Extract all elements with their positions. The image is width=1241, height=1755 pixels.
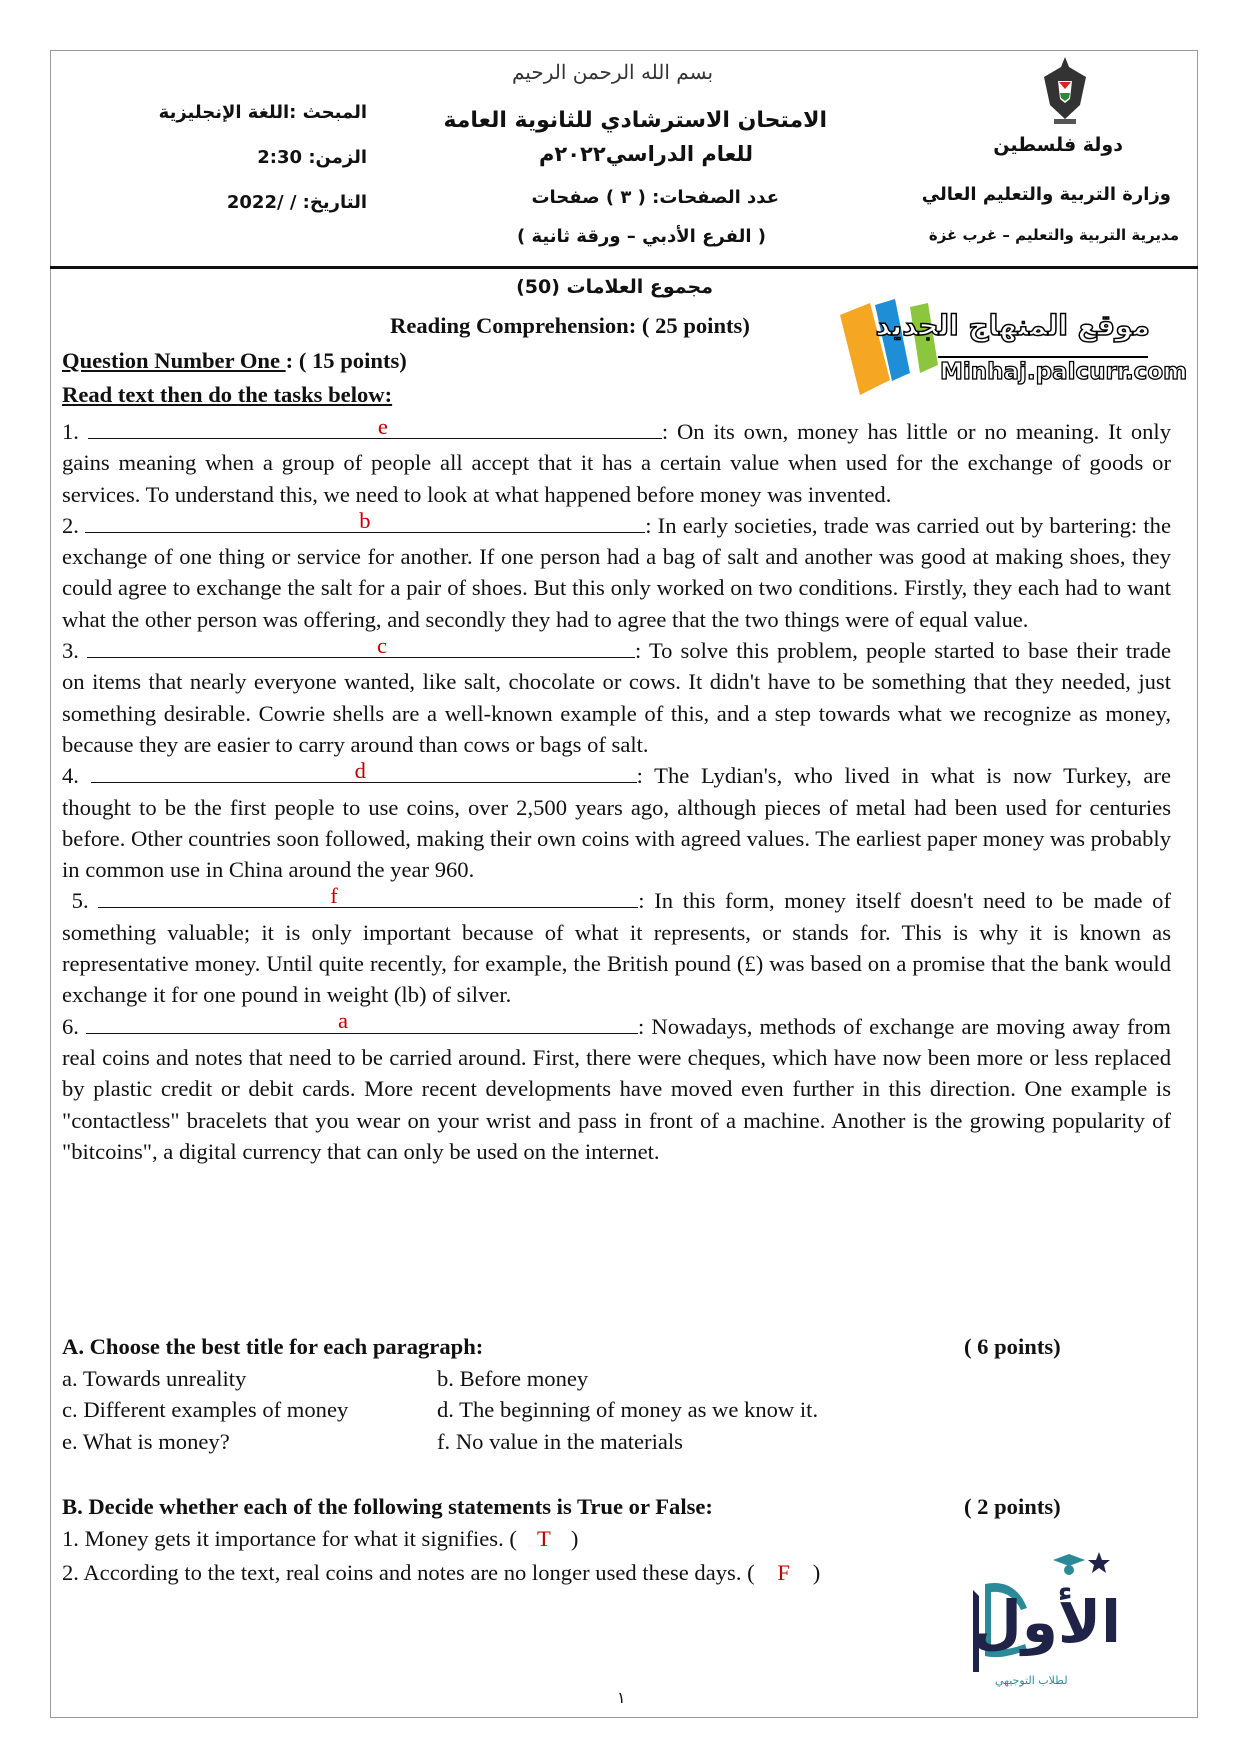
answer-blank: c bbox=[377, 632, 388, 658]
palestine-emblem-icon bbox=[1040, 55, 1090, 127]
total-marks: مجموع العلامات (50) bbox=[516, 276, 713, 298]
paragraph-6: 6. a : Nowadays, methods of exchange are moving away from real coins and notes that need to be carried around. First, there were cheques, which have now been more or less replaced by plastic credit or debit cards. More recent developments have moved even further in this direction. One example is "contactless" bracelets that you wear on your wrist and pass in front of a machine. Another is the growing popularity of "bitcoins", a digital currency that can only be used on the internet. bbox=[62, 1011, 1171, 1167]
exam-year: للعام الدراسي٢٠٢٢م bbox=[539, 142, 753, 166]
minhaj-watermark-logo: موقع المنهاج الجديد Minhaj.palcurr.com bbox=[830, 295, 1160, 400]
al-awal-logo-text: الأول bbox=[971, 1588, 1121, 1656]
section-title: Reading Comprehension: ( 25 points) bbox=[390, 313, 750, 338]
section-a-points: ( 6 points) bbox=[964, 1334, 1061, 1359]
option-a: a. Towards unreality bbox=[62, 1366, 247, 1391]
paragraph-4: 4. d : The Lydian's, who lived in what is now Turkey, are thought to be the first people to use coins, over 2,500 years ago, although pieces of metal had been used for centuries before. Other countries soon followed, making their own coins with agreed values. The earliest paper money was probably in common use in China around the year 960. bbox=[62, 760, 1171, 885]
answer-blank: e bbox=[377, 413, 388, 439]
answer-f: F bbox=[777, 1560, 790, 1585]
paragraph-5: 5. f : In this form, money itself doesn't need to be made of something valuable; it is only important because of what it represents, or stands for. This is why it is known as representative money. Until quite recently, for example, the British pound (£) was based on a promise that the bank would exchange it for one pound in weight (lb) of silver. bbox=[62, 885, 1171, 1010]
exam-branch: ( الفرع الأدبي – ورقة ثانية ) bbox=[516, 226, 766, 247]
paragraph-1: 1. e : On its own, money has little or no meaning. It only gains meaning when a group of people all accept that it has a certain value when used for the exchange of goods or services. To understand this, we need to look at what happened before money was invented. bbox=[62, 416, 1171, 510]
al-awal-tagline: لطلاب التوجيهي bbox=[995, 1674, 1068, 1687]
statement-2: 2. According to the text, real coins and notes are no longer used these days. ( F ) bbox=[62, 1560, 821, 1585]
exam-title: الامتحان الاسترشادي للثانوية العامة bbox=[443, 108, 827, 133]
section-b-title: B. Decide whether each of the following statements is True or False: bbox=[62, 1494, 713, 1519]
basmala: بسم الله الرحمن الرحيم bbox=[512, 60, 714, 84]
header-state: دولة فلسطين bbox=[993, 134, 1123, 156]
option-d: d. The beginning of money as we know it. bbox=[437, 1397, 819, 1422]
date: التاريخ: / /2022 bbox=[226, 192, 367, 213]
answer-blank: b bbox=[359, 507, 371, 533]
option-f: f. No value in the materials bbox=[437, 1429, 683, 1454]
duration: الزمن: 2:30 bbox=[257, 147, 367, 168]
al-awal-logo bbox=[965, 1548, 1135, 1693]
option-e: e. What is money? bbox=[62, 1429, 230, 1454]
instruction: Read text then do the tasks below: bbox=[62, 382, 393, 407]
section-a-title: A. Choose the best title for each paragraph: bbox=[62, 1334, 484, 1359]
statement-1: 1. Money gets it importance for what it signifies. ( T ) bbox=[62, 1526, 579, 1551]
option-b: b. Before money bbox=[437, 1366, 589, 1391]
answer-blank: a bbox=[338, 1008, 349, 1034]
header-directorate: مديرية التربية والتعليم – غرب غزة bbox=[928, 226, 1179, 244]
page-count: عدد الصفحات: ( ٣ ) صفحات bbox=[531, 187, 779, 208]
section-b-points: ( 2 points) bbox=[964, 1494, 1061, 1519]
answer-blank: f bbox=[330, 883, 338, 909]
answer-t: T bbox=[537, 1526, 551, 1551]
question-heading: Question Number One : ( 15 points) bbox=[62, 348, 407, 373]
subject: المبحث :اللغة الإنجليزية bbox=[158, 102, 367, 123]
answer-blank: d bbox=[354, 757, 366, 783]
header-ministry: وزارة التربية والتعليم العالي bbox=[921, 184, 1171, 205]
paragraph-3: 3. c : To solve this problem, people started to base their trade on items that nearly everyone wanted, like salt, chocolate or cows. It didn't have to be something that they needed, just something desirable. Cowrie shells are a well-known example of this, and a step towards what we recognize as money, because they are easier to carry around than cows or bags of salt. bbox=[62, 635, 1171, 760]
page-number: ١ bbox=[617, 1690, 626, 1707]
paragraph-2: 2. b : In early societies, trade was carried out by bartering: the exchange of one thing or service for another. If one person had a bag of salt and another was good at making shoes, they could agree to exchange the salt for a pair of shoes. But this only worked on two conditions. Firstly, they each had to want what the other person was offering, and secondly they had to agree that the two things were of equal value. bbox=[62, 510, 1171, 635]
header-divider bbox=[50, 266, 1198, 269]
option-c: c. Different examples of money bbox=[62, 1397, 349, 1422]
reading-text bbox=[62, 413, 1172, 1167]
